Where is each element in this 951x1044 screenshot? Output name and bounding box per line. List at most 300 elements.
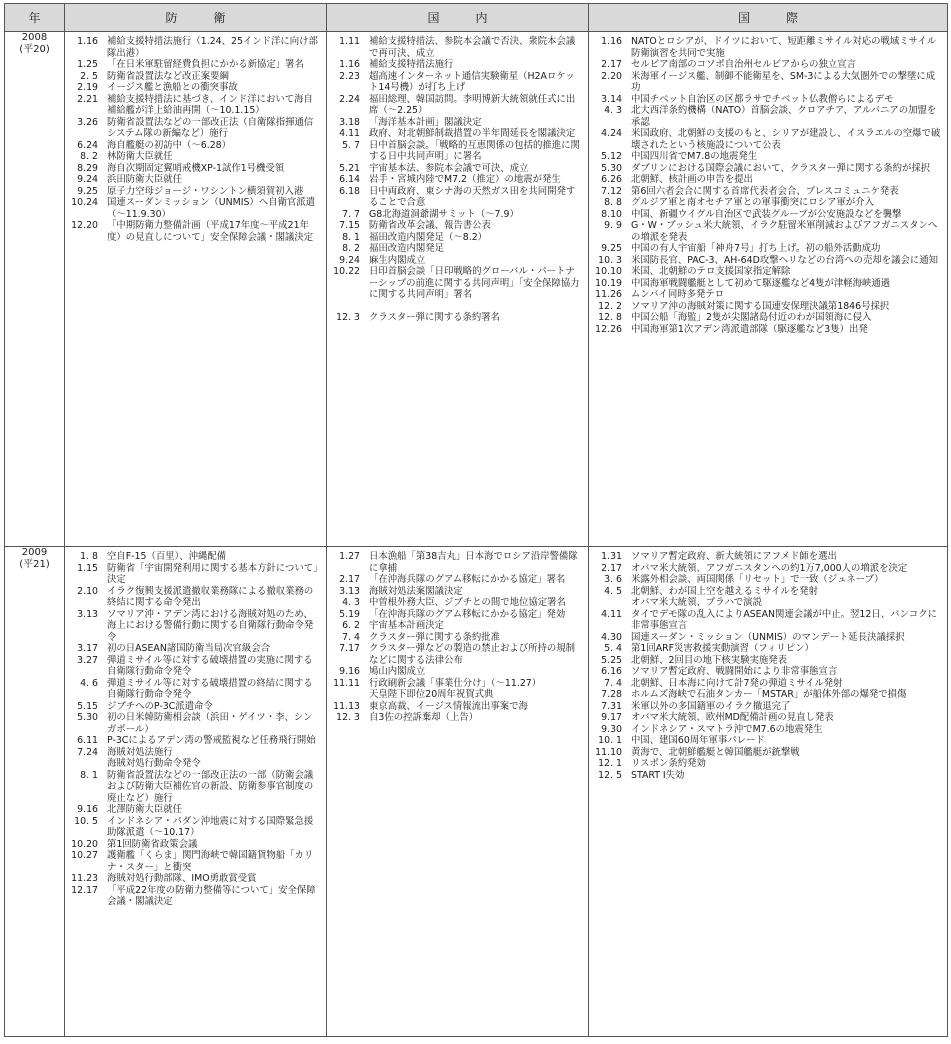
entry-date: 2.19 bbox=[77, 82, 98, 93]
entry-row bbox=[65, 140, 326, 152]
entry-date: 1. 8 bbox=[80, 551, 98, 562]
entry-row bbox=[589, 278, 947, 290]
entry-date: 8. 1 bbox=[80, 769, 98, 781]
entry-date: 10.27 bbox=[71, 850, 98, 861]
entry-row bbox=[327, 620, 588, 632]
entry-text: 空自F-15（百里）、沖縄配備 bbox=[107, 551, 227, 562]
entry-text: 国連スーダン・ミッション（UNMIS）のマンデート延長決議採択 bbox=[631, 631, 905, 643]
entry-row bbox=[65, 643, 326, 655]
entry-row bbox=[327, 209, 588, 221]
entry-date: 1.15 bbox=[77, 562, 98, 574]
entry-text: ソマリア沖の海賊対策に関する国連安保理決議第1846号採択 bbox=[631, 300, 890, 312]
entry-date: 7. 7 bbox=[342, 208, 360, 220]
entry-text: 日中両政府、東シナ海の天然ガス田を共同開発することで合意 bbox=[369, 185, 576, 208]
entry-date: 5.15 bbox=[77, 700, 98, 712]
entry-text: 岩手・宮城内陸でM7.2（推定）の地震が発生 bbox=[369, 174, 561, 185]
entry-row bbox=[65, 758, 326, 770]
entry-text: ソマリア沖・アデン湾における海賊対処のため、海上における警備行動に関する自衛隊行動命令発令 bbox=[107, 608, 314, 643]
entry-text: 「海洋基本計画」閣議決定 bbox=[369, 116, 482, 128]
entry-text: 米国政府、北朝鮮の支援のもと、シリアが建設し、イスラエルの空爆で破壊されたという核施設について公表 bbox=[631, 128, 941, 151]
entry-text: ソマリア暫定政府、戦闘開始により非常事態宣言 bbox=[631, 666, 838, 677]
entry-date: 5.25 bbox=[601, 654, 622, 666]
entry-row bbox=[65, 71, 326, 83]
entry-date: 2.21 bbox=[77, 93, 98, 105]
entry-row bbox=[327, 94, 588, 117]
entry-row bbox=[327, 666, 588, 678]
entry-date: 3.18 bbox=[339, 116, 360, 128]
entry-text: ホルムズ海峡で石油タンカー「MSTAR」が船体外部の爆発で損傷 bbox=[631, 689, 907, 700]
entry-row bbox=[65, 712, 326, 735]
entry-date bbox=[589, 597, 631, 609]
header-year: 年 bbox=[5, 4, 65, 32]
entry-date: 11.11 bbox=[333, 677, 360, 689]
entry-row bbox=[589, 289, 947, 301]
entry-row bbox=[589, 163, 947, 175]
entry-row bbox=[327, 117, 588, 129]
entry-text: インドネシア・パダン沖地震に対する国際緊急援助隊派遣（～10.17） bbox=[107, 815, 314, 838]
entry-date: 3.17 bbox=[77, 643, 98, 654]
entry-date: 9.24 bbox=[77, 174, 98, 185]
entry-date: 7.15 bbox=[339, 220, 360, 231]
entry-text: 林防衛大臣就任 bbox=[107, 151, 173, 162]
entry-text: 北澤防衛大臣就任 bbox=[107, 804, 183, 815]
entry-date: 3.26 bbox=[77, 116, 98, 128]
year-label: 2009 bbox=[21, 547, 48, 558]
entry-text: 福田改造内閣発足（～8.2） bbox=[369, 231, 488, 243]
entry-text: 超高速インターネット通信実験衛星（H2Aロケット14号機）が打ち上げ bbox=[369, 70, 575, 93]
entry-date: 2.10 bbox=[77, 585, 98, 597]
entry-date: 7. 4 bbox=[342, 631, 360, 643]
entry-row bbox=[327, 59, 588, 71]
entry-date: 11.13 bbox=[333, 700, 360, 712]
entry-row bbox=[327, 71, 588, 94]
entry-text: 北朝鮮、核計画の申告を提出 bbox=[631, 174, 753, 185]
entry-date: 4.24 bbox=[601, 128, 622, 139]
entry-row bbox=[65, 82, 326, 94]
entry-date: 4.30 bbox=[601, 631, 622, 643]
entry-text: 防衛省設置法など改正案要綱 bbox=[107, 70, 229, 82]
entry-text: 中国海軍戦闘艦艇として初めて駆逐艦など4隻が津軽海峡通過 bbox=[631, 277, 891, 289]
entry-date: 12. 3 bbox=[336, 712, 360, 723]
entry-text: 宇宙基本計画決定 bbox=[369, 620, 445, 631]
entry-text: 日本漁船「第38吉丸」日本海でロシア沿岸警備隊に拿捕 bbox=[369, 551, 578, 574]
entry-text: クラスター弾に関する条約署名 bbox=[369, 311, 500, 323]
entry-row bbox=[327, 243, 588, 255]
entry-row bbox=[589, 266, 947, 278]
entry-date: 10.19 bbox=[595, 277, 622, 289]
entry-date: 5. 7 bbox=[342, 139, 360, 151]
entry-text: 海賊対処法施行 bbox=[107, 746, 173, 758]
entry-date: 4.11 bbox=[339, 128, 360, 139]
entry-text: 海賊対処行動部隊、IMO勇敢賞受賞 bbox=[107, 873, 257, 884]
entry-row bbox=[327, 551, 588, 574]
entry-date bbox=[65, 758, 107, 770]
entry-row bbox=[589, 105, 947, 128]
entry-date: 6. 2 bbox=[342, 620, 360, 631]
entry-row bbox=[65, 36, 326, 59]
entry-row bbox=[327, 255, 588, 267]
entry-text: 「平成22年度の防衛力整備等について」安全保障会議・閣議決定 bbox=[107, 884, 316, 907]
entry-row bbox=[327, 712, 588, 724]
entry-date: 5.12 bbox=[601, 151, 622, 162]
entry-date: 9.17 bbox=[601, 712, 622, 723]
entry-row bbox=[589, 724, 947, 736]
entry-text: 中国、新疆ウイグル自治区で武装グループが公安施設などを襲撃 bbox=[631, 208, 902, 220]
international-cell bbox=[589, 547, 948, 1037]
entry-row bbox=[589, 197, 947, 209]
entry-text: 米軍以外の多国籍軍のイラク撤退完了 bbox=[631, 700, 791, 712]
entry-row bbox=[65, 586, 326, 609]
entry-row bbox=[65, 551, 326, 563]
entry-row bbox=[589, 655, 947, 667]
entry-date: 2.17 bbox=[339, 574, 360, 585]
entry-date: 12. 2 bbox=[598, 300, 622, 312]
domestic-cell bbox=[327, 547, 589, 1037]
entry-text: 原子力空母ジョージ・ワシントン横須賀初入港 bbox=[107, 185, 304, 197]
entry-row bbox=[65, 220, 326, 243]
entry-text: 「中期防衛力整備計画（平成17年度～平成21年度）の見直しについて」安全保障会議・閣議決定 bbox=[107, 220, 314, 243]
entry-date: 6.14 bbox=[339, 174, 360, 185]
entry-text: 補給支援特措法、参院本会議で否決、衆院本会議で再可決、成立 bbox=[369, 36, 576, 59]
entry-date: 5.30 bbox=[601, 162, 622, 174]
entry-date: 9.16 bbox=[339, 666, 360, 677]
entry-date: 10.10 bbox=[595, 266, 622, 277]
entry-date: 6.11 bbox=[77, 735, 98, 746]
entry-date: 3.14 bbox=[601, 93, 622, 105]
year-label: 2008 bbox=[21, 32, 48, 43]
entry-text: 中国海軍第1次アデン湾派遣部隊（駆逐艦など3隻）出発 bbox=[631, 323, 868, 335]
entry-date: 5.19 bbox=[339, 608, 360, 620]
year-cell bbox=[5, 32, 65, 547]
entry-text: 第1回防衛省政策会議 bbox=[107, 838, 198, 850]
entry-text: 防衛省設置法などの一部改正法の一部（防衛会議および防衛大臣補佐官の新設、防衛参事官制度の廃止など）施行 bbox=[107, 769, 314, 804]
entry-text: オバマ米大統領、アフガニスタンへの約1万7,000人の増派を決定 bbox=[631, 562, 908, 574]
entry-date: 3. 6 bbox=[604, 574, 622, 585]
entry-date: 12. 1 bbox=[598, 758, 622, 769]
entry-date: 6.18 bbox=[339, 185, 360, 197]
entry-row bbox=[589, 735, 947, 747]
entry-date: 8.29 bbox=[77, 162, 98, 174]
entry-date: 11.26 bbox=[595, 289, 622, 300]
entry-text: 中国チベット自治区の区都ラサでチベット仏教僧らによるデモ bbox=[631, 93, 894, 105]
entry-date: 4.11 bbox=[601, 608, 622, 620]
entry-row bbox=[327, 643, 588, 666]
entry-date: 11.23 bbox=[71, 873, 98, 884]
entry-text: 自3佐の控訴棄却（上告） bbox=[369, 712, 479, 723]
entry-row bbox=[327, 609, 588, 621]
defense-cell bbox=[65, 547, 327, 1037]
entry-date: 8. 2 bbox=[342, 243, 360, 254]
entry-date: 7.12 bbox=[601, 185, 622, 197]
entry-text: 補給支援特措法施行（1.24、25インド洋に向け部隊出港） bbox=[107, 36, 318, 59]
entry-text: 弾道ミサイル等に対する破壊措置の実施に関する自衛隊行動命令発令 bbox=[107, 654, 313, 677]
entry-row bbox=[589, 301, 947, 313]
entry-text: ムンバイ同時多発テロ bbox=[631, 289, 725, 300]
entry-row bbox=[327, 312, 588, 324]
entry-date: 9.24 bbox=[339, 254, 360, 266]
entry-text: 海自次期固定翼哨戒機XP-1試作1号機受領 bbox=[107, 162, 285, 174]
entry-text: リスボン条約発効 bbox=[631, 758, 706, 769]
entry-date: 9.30 bbox=[601, 723, 622, 735]
entry-text: START Ⅰ失効 bbox=[631, 769, 685, 781]
entry-text: 防衛省「宇宙開発利用に関する基本方針について」決定 bbox=[107, 562, 318, 585]
entry-row bbox=[589, 174, 947, 186]
entry-date: 9.25 bbox=[77, 185, 98, 197]
entry-row bbox=[327, 689, 588, 701]
entry-date: 4. 3 bbox=[604, 105, 622, 116]
entry-text: 行政刷新会議「事業仕分け」（～11.27） bbox=[369, 677, 542, 689]
entry-row bbox=[65, 701, 326, 713]
entry-row bbox=[589, 243, 947, 255]
entry-row bbox=[65, 678, 326, 701]
entry-row bbox=[589, 128, 947, 151]
entry-row bbox=[65, 839, 326, 851]
entry-text: 海自艦艇の初訪中（～6.28） bbox=[107, 139, 232, 151]
entry-row bbox=[327, 128, 588, 140]
entry-date: 3.13 bbox=[77, 608, 98, 620]
entry-date: 10.24 bbox=[71, 197, 98, 208]
entry-text: 政府、対北朝鮮制裁措置の半年間延長を閣議決定 bbox=[369, 128, 576, 139]
entry-text: G・W・ブッシュ米大統領、イラク駐留米軍削減およびアフガニスタンへの増派を発表 bbox=[631, 220, 938, 243]
entry-row bbox=[65, 816, 326, 839]
entry-date: 12.17 bbox=[71, 884, 98, 896]
entry-row bbox=[589, 551, 947, 563]
entry-text: 防衛省改革会議、報告書公表 bbox=[369, 220, 491, 231]
entry-date: 6.24 bbox=[77, 139, 98, 151]
entry-row bbox=[589, 666, 947, 678]
entry-date: 4. 5 bbox=[604, 585, 622, 597]
entry-date: 10. 3 bbox=[598, 254, 622, 266]
entry-text: 補給支援特措法施行 bbox=[369, 59, 454, 70]
entry-date: 12. 3 bbox=[336, 311, 360, 323]
entry-row bbox=[327, 140, 588, 163]
entry-text: オバマ米大統領、欧州MD配備計画の見直し発表 bbox=[631, 712, 834, 723]
entry-date: 10.22 bbox=[333, 266, 360, 277]
entry-text: 国連スーダンミッション（UNMIS）へ自衛官派遣（～11.9.30） bbox=[107, 197, 316, 220]
entry-row bbox=[327, 574, 588, 586]
entry-date: 7.28 bbox=[601, 689, 622, 700]
entry-row bbox=[327, 586, 588, 598]
entry-row bbox=[65, 885, 326, 908]
entry-text: 補給支援特措法に基づき、インド洋において海自補給艦が洋上給油再開（～10.1.15） bbox=[107, 93, 313, 116]
entry-row bbox=[589, 758, 947, 770]
entry-row bbox=[65, 609, 326, 644]
entry-text: 初の日米韓防衛相会談（浜田・ゲイツ・李、シンガポール） bbox=[107, 712, 313, 735]
entry-text: 中国、建国60周年軍事パレード bbox=[631, 735, 765, 746]
entry-text: 海賊対処行動命令発令 bbox=[107, 758, 201, 769]
entry-text: イラク復興支援派遣撤収業務隊による撤収業務の終結に関する命令発出 bbox=[107, 585, 314, 608]
entry-date: 6.26 bbox=[601, 174, 622, 185]
entry-row bbox=[327, 266, 588, 301]
entry-date: 5. 4 bbox=[604, 643, 622, 654]
entry-row bbox=[589, 689, 947, 701]
entry-text: クラスター弾などの製造の禁止および所持の規制などに関する法律公布 bbox=[369, 643, 575, 666]
entry-row bbox=[327, 632, 588, 644]
international-list bbox=[589, 547, 947, 781]
entry-row bbox=[589, 643, 947, 655]
entry-date: 1.16 bbox=[77, 36, 98, 47]
entry-date: 3.13 bbox=[339, 585, 360, 597]
year-row-2009 bbox=[5, 547, 948, 1037]
entry-row bbox=[589, 220, 947, 243]
entry-row bbox=[589, 94, 947, 106]
entry-date: 11.10 bbox=[595, 746, 622, 758]
entry-text: 日印首脳会談「日印戦略的グローバル・パートナーシップの前進に関する共同声明」「安全保障協力に関する共同声明」署名 bbox=[369, 266, 580, 300]
header-row bbox=[5, 4, 948, 32]
entry-date: 2.23 bbox=[339, 70, 360, 82]
entry-row bbox=[589, 678, 947, 690]
entry-text: 黄海で、北朝鮮艦艇と韓国艦艇が銃撃戦 bbox=[631, 746, 800, 758]
entry-row bbox=[65, 174, 326, 186]
entry-row bbox=[327, 701, 588, 713]
entry-text: ソマリア暫定政府、新大統領にアフメド師を選出 bbox=[631, 551, 837, 562]
entry-date: 1.27 bbox=[339, 551, 360, 562]
entry-date: 10.20 bbox=[71, 838, 98, 850]
international-cell bbox=[589, 32, 948, 547]
entry-date: 7.24 bbox=[77, 746, 98, 758]
domestic-list bbox=[327, 32, 588, 323]
entry-text: 中曽根外務大臣、ジブチとの間で地位協定署名 bbox=[369, 597, 566, 608]
entry-row bbox=[589, 747, 947, 759]
header-domestic: 国 内 bbox=[327, 4, 589, 32]
entry-date: 8. 2 bbox=[80, 151, 98, 162]
entry-text: P-3Cによるアデン湾の警戒監視など任務飛行開始 bbox=[107, 735, 316, 746]
entry-text: 中国公船「海監」2隻が尖閣諸島付近のわが国領海に侵入 bbox=[631, 312, 872, 323]
entry-text: クラスター弾に関する条約批准 bbox=[369, 631, 500, 643]
entry-date: 2.24 bbox=[339, 93, 360, 105]
entry-row bbox=[65, 655, 326, 678]
entry-row bbox=[65, 94, 326, 117]
entry-date: 2.20 bbox=[601, 70, 622, 82]
entry-text: 北朝鮮、2回目の地下核実験実施発表 bbox=[631, 654, 787, 666]
entry-row bbox=[589, 151, 947, 163]
entry-text: 北朝鮮、わが国上空を越えるミサイルを発射 bbox=[631, 585, 818, 597]
entry-row bbox=[589, 312, 947, 324]
entry-row bbox=[327, 186, 588, 209]
entry-text: 東京高裁、イージス情報流出事案で海 bbox=[369, 700, 528, 712]
entry-row bbox=[327, 220, 588, 232]
entry-date: 1.11 bbox=[339, 36, 360, 47]
entry-row bbox=[327, 597, 588, 609]
entry-row bbox=[589, 255, 947, 267]
entry-text: G8北海道洞爺湖サミット（～7.9） bbox=[369, 208, 519, 220]
entry-text: 海賊対処法案閣議決定 bbox=[369, 585, 463, 597]
entry-text: 天皇陛下即位20周年祝賀式典 bbox=[369, 689, 494, 700]
entry-row bbox=[327, 232, 588, 244]
entry-text: 護衛艦「くらま」関門海峡で韓国籍貨物船「カリナ・スター」と衝突 bbox=[107, 850, 314, 873]
entry-row bbox=[65, 563, 326, 586]
entry-text: 「在沖海兵隊のグアム移転にかかる協定」発効 bbox=[369, 608, 566, 620]
entry-text: イージス艦と漁船との衝突事故 bbox=[107, 82, 238, 93]
entry-row bbox=[65, 59, 326, 71]
entry-row bbox=[65, 197, 326, 220]
entry-text: 弾道ミサイル等に対する破壊措置の終結に関する自衛隊行動命令発令 bbox=[107, 677, 313, 700]
entry-row bbox=[65, 850, 326, 873]
entry-text: NATOとロシアが、ドイツにおいて、短距離ミサイル対応の戦域ミサイル防衛演習を共同で実施 bbox=[631, 36, 937, 59]
entry-text: 「在沖海兵隊のグアム移転にかかる協定」署名 bbox=[369, 574, 566, 585]
era-label: (平21) bbox=[19, 559, 50, 570]
entry-row bbox=[589, 770, 947, 782]
header-defense: 防 衛 bbox=[65, 4, 327, 32]
entry-date: 2.17 bbox=[601, 562, 622, 574]
entry-date: 6.16 bbox=[601, 666, 622, 677]
entry-date: 12.20 bbox=[71, 220, 98, 231]
entry-text: ダブリンにおける国際会議において、クラスター弾に関する条約が採択 bbox=[631, 162, 931, 174]
entry-row bbox=[65, 804, 326, 816]
entry-row bbox=[589, 324, 947, 336]
defense-list bbox=[65, 547, 326, 908]
entry-date: 8. 1 bbox=[342, 231, 360, 243]
entry-row bbox=[327, 678, 588, 690]
entry-date: 12. 5 bbox=[598, 769, 622, 781]
entry-row bbox=[589, 701, 947, 713]
entry-text: 中国四川省でM7.8の地震発生 bbox=[631, 151, 758, 162]
entry-date: 4. 3 bbox=[342, 597, 360, 608]
entry-text: 防衛省設置法などの一部改正法（自衛隊指揮通信システム隊の新編など）施行 bbox=[107, 116, 314, 139]
entry-text: インドネシア・スマトラ沖でM7.6の地震発生 bbox=[631, 723, 823, 735]
entry-row bbox=[589, 563, 947, 575]
entry-date: 1.16 bbox=[601, 36, 622, 47]
entry-text: 鳩山内閣成立 bbox=[369, 666, 426, 677]
entry-row bbox=[65, 117, 326, 140]
era-label: (平20) bbox=[19, 44, 50, 55]
entry-date: 8.10 bbox=[601, 208, 622, 220]
entry-row bbox=[65, 151, 326, 163]
entry-date: 5.21 bbox=[339, 162, 360, 174]
entry-row bbox=[589, 609, 947, 632]
domestic-list bbox=[327, 547, 588, 724]
defense-list bbox=[65, 32, 326, 243]
entry-date: 2. 5 bbox=[80, 70, 98, 82]
entry-text: 第1回ARF災害救援実動演習（フィリピン） bbox=[631, 643, 814, 654]
year-cell bbox=[5, 547, 65, 1037]
entry-row bbox=[327, 36, 588, 59]
entry-date: 1.16 bbox=[339, 59, 360, 70]
international-list bbox=[589, 32, 947, 335]
entry-row bbox=[589, 71, 947, 94]
entry-row bbox=[589, 597, 947, 609]
chronology-table bbox=[4, 3, 948, 1037]
entry-text: 宇宙基本法、参院本会議で可決、成立 bbox=[369, 162, 529, 174]
domestic-cell bbox=[327, 32, 589, 547]
entry-row bbox=[65, 747, 326, 759]
entry-text: タイでデモ隊の乱入によりASEAN関連会議が中止。翌12日、バンコクに非常事態宣言 bbox=[631, 608, 937, 631]
entry-row bbox=[589, 712, 947, 724]
entry-date: 8. 8 bbox=[604, 197, 622, 208]
entry-date: 7. 4 bbox=[604, 677, 622, 689]
entry-text: 米国、北朝鮮のテロ支援国家指定解除 bbox=[631, 266, 791, 277]
entry-text: 「在日米軍駐留経費負担にかかる新協定」署名 bbox=[107, 59, 304, 70]
entry-date: 1.31 bbox=[601, 551, 622, 562]
entry-row bbox=[65, 873, 326, 885]
entry-date: 4. 6 bbox=[80, 677, 98, 689]
entry-row bbox=[589, 574, 947, 586]
entry-text: 日中首脳会談。「戦略的互恵関係の包括的推進に関する日中共同声明」に署名 bbox=[369, 139, 580, 162]
entry-date: 10. 5 bbox=[74, 815, 98, 827]
year-row-2008 bbox=[5, 32, 948, 547]
entry-text: 中国の有人宇宙船「神舟7号」打ち上げ。初の船外活動成功 bbox=[631, 243, 881, 254]
entry-date bbox=[327, 689, 369, 701]
entry-text: 福田総理、韓国訪問。李明博新大統領就任式に出席（～2.25） bbox=[369, 93, 576, 116]
entry-date: 7.17 bbox=[339, 643, 360, 654]
entry-date: 10. 1 bbox=[598, 735, 622, 746]
entry-row bbox=[589, 209, 947, 221]
entry-text: オバマ米大統領、プラハで演説 bbox=[631, 597, 762, 608]
entry-date: 7.31 bbox=[601, 700, 622, 712]
entry-text: 福田改造内閣発足 bbox=[369, 243, 445, 254]
entry-text: 北大西洋条約機構（NATO）首脳会談、クロアチア、アルバニアの加盟を承認 bbox=[631, 105, 937, 128]
entry-text: 北朝鮮、日本海に向けて計7発の弾道ミサイル発射 bbox=[631, 677, 843, 689]
